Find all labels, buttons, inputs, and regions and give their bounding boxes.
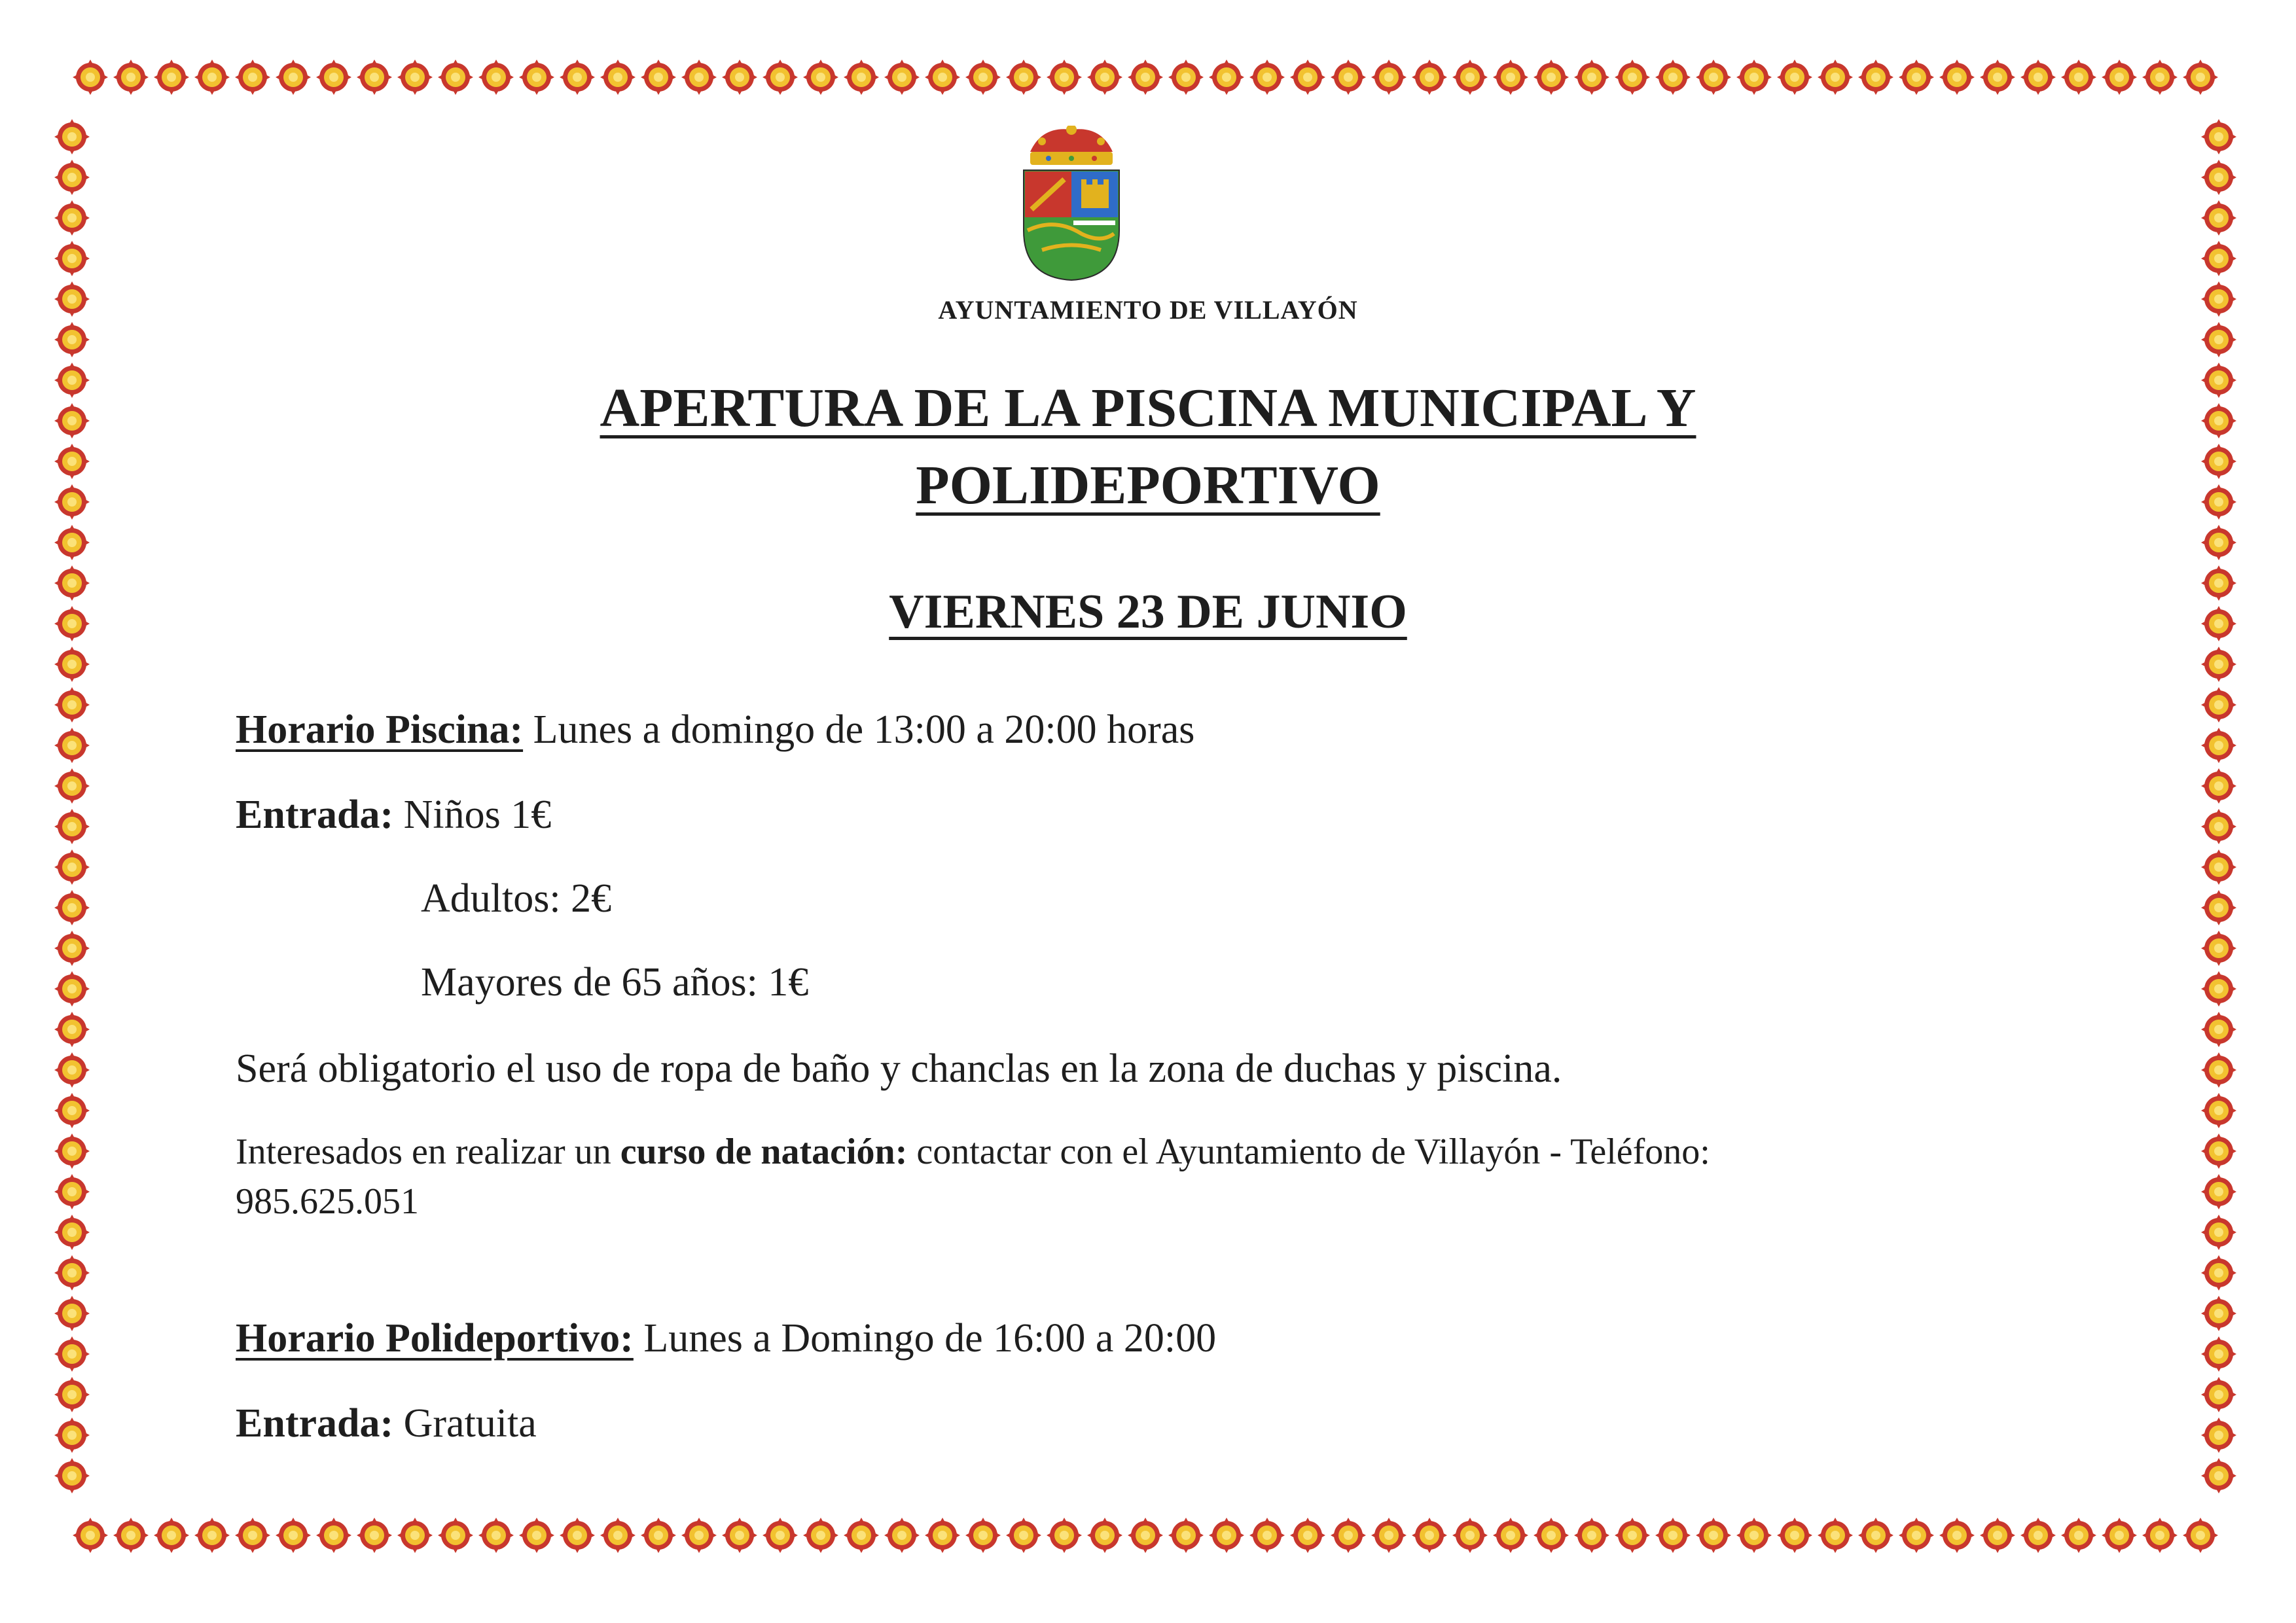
sun-ornament [1331, 60, 1366, 95]
sun-ornament [2183, 60, 2218, 95]
sun-ornament [54, 1458, 90, 1493]
pool-schedule-value: Lunes a domingo de 13:00 a 20:00 horas [523, 707, 1195, 752]
sun-ornament [2201, 200, 2236, 236]
sun-ornament [54, 119, 90, 154]
sun-ornament [1858, 60, 1893, 95]
sun-ornament [54, 687, 90, 722]
sun-ornament [2201, 809, 2236, 844]
sun-ornament [54, 241, 90, 276]
sun-ornament [154, 1518, 189, 1553]
sun-ornament [1371, 60, 1407, 95]
sun-ornament [1047, 1518, 1082, 1553]
sun-ornament [2201, 971, 2236, 1007]
pool-rule-text: Será obligatorio el uso de ropa de baño y chanclas en la zona de duchas y piscina. [236, 1046, 1562, 1091]
sun-ornament [357, 1518, 392, 1553]
organization-name: AYUNTAMIENTO DE VILLAYÓN [938, 295, 1358, 325]
sun-ornament [762, 1518, 798, 1553]
sun-ornament [2201, 1093, 2236, 1128]
swim-course-pre: Interesados en realizar un [236, 1132, 620, 1172]
sports-center-schedule-label: Horario Polideportivo: [236, 1316, 634, 1361]
sun-ornament [194, 1518, 230, 1553]
phone-number: 985.625.051 [236, 1181, 419, 1222]
sun-ornament [235, 1518, 270, 1553]
sun-ornament [397, 60, 433, 95]
sun-ornament [1331, 1518, 1366, 1553]
sports-center-entry-value: Gratuita [393, 1401, 537, 1446]
sun-ornament [1939, 60, 1975, 95]
sun-ornament [2201, 687, 2236, 722]
sun-ornament [722, 1518, 757, 1553]
sports-center-entry-line [236, 1400, 537, 1447]
sun-ornament [235, 60, 270, 95]
sun-ornament [54, 890, 90, 925]
sun-ornament [54, 1255, 90, 1291]
price-children: Niños 1€ [403, 793, 552, 837]
sun-ornament [722, 60, 757, 95]
sun-ornament [2201, 890, 2236, 925]
sun-ornament [1047, 60, 1082, 95]
sun-ornament [2201, 119, 2236, 154]
sun-ornament [316, 60, 351, 95]
sun-ornament [1209, 60, 1244, 95]
page-title [0, 370, 2296, 524]
sun-ornament [2201, 1133, 2236, 1169]
sun-ornament [1899, 60, 1934, 95]
sun-ornament [519, 1518, 554, 1553]
sun-ornament [884, 60, 920, 95]
sun-ornament [884, 1518, 920, 1553]
sun-ornament [2061, 1518, 2096, 1553]
sun-ornament [1939, 1518, 1975, 1553]
sun-ornament [1493, 60, 1528, 95]
sun-ornament [965, 1518, 1001, 1553]
sun-ornament [2201, 647, 2236, 682]
sun-ornament [73, 60, 108, 95]
sun-ornament [803, 60, 838, 95]
sports-center-schedule-line [236, 1315, 1216, 1362]
sports-center-schedule-value: Lunes a Domingo de 16:00 a 20:00 [633, 1316, 1217, 1361]
sun-ornament [925, 60, 960, 95]
sun-ornament [1696, 60, 1731, 95]
pool-entry-line [236, 792, 551, 838]
sun-ornament [316, 1518, 351, 1553]
sun-ornament [54, 1336, 90, 1372]
sun-ornament [438, 1518, 473, 1553]
sun-ornament [1412, 1518, 1447, 1553]
sun-ornament [1087, 60, 1122, 95]
sun-ornament [1128, 60, 1163, 95]
sun-ornament [2201, 728, 2236, 763]
sun-ornament [2020, 60, 2056, 95]
price-adults: Adultos: 2€ [421, 876, 612, 921]
sun-ornament [2201, 525, 2236, 560]
sun-ornament [2102, 1518, 2137, 1553]
sun-ornament [844, 60, 879, 95]
sun-ornament [113, 60, 149, 95]
sun-ornament [2201, 1377, 2236, 1412]
sun-ornament [2201, 322, 2236, 357]
sun-ornament [2201, 1296, 2236, 1331]
sun-ornament [1736, 1518, 1772, 1553]
sun-ornament [1534, 60, 1569, 95]
sun-ornament [276, 60, 311, 95]
sun-ornament [600, 60, 636, 95]
swim-course-post: contactar con el Ayuntamiento de Villayón - Teléfono: [907, 1132, 1710, 1172]
sun-ornament [54, 160, 90, 195]
sun-ornament [2020, 1518, 2056, 1553]
sun-ornament [1655, 60, 1691, 95]
decorative-border-bottom [52, 1516, 2238, 1555]
sun-ornament [519, 60, 554, 95]
sun-ornament [478, 60, 514, 95]
sun-ornament [641, 1518, 676, 1553]
pool-schedule-label: Horario Piscina: [236, 707, 524, 752]
sun-ornament [2061, 60, 2096, 95]
sun-ornament [1818, 1518, 1853, 1553]
sun-ornament [1452, 60, 1488, 95]
sun-ornament [1290, 60, 1325, 95]
sun-ornament [965, 60, 1001, 95]
swim-course-bold: curso de natación: [620, 1132, 908, 1172]
sun-ornament [1777, 1518, 1812, 1553]
sun-ornament [276, 1518, 311, 1553]
sun-ornament [54, 849, 90, 885]
sun-ornament [1777, 60, 1812, 95]
sun-ornament [54, 728, 90, 763]
sun-ornament [54, 1215, 90, 1250]
sun-ornament [73, 1518, 108, 1553]
sun-ornament [113, 1518, 149, 1553]
sun-ornament [803, 1518, 838, 1553]
sun-ornament [1736, 60, 1772, 95]
pool-entry-label: Entrada: [236, 793, 394, 837]
decorative-border-top [52, 58, 2238, 97]
sun-ornament [681, 1518, 717, 1553]
sun-ornament [1696, 1518, 1731, 1553]
sun-ornament [2102, 60, 2137, 95]
sun-ornament [1087, 1518, 1122, 1553]
sun-ornament [2201, 1012, 2236, 1047]
sun-ornament [54, 322, 90, 357]
sun-ornament [1452, 1518, 1488, 1553]
sun-ornament [2201, 1174, 2236, 1209]
sun-ornament [54, 809, 90, 844]
sun-ornament [2201, 849, 2236, 885]
sun-ornament [54, 1012, 90, 1047]
sun-ornament [54, 1377, 90, 1412]
opening-date [0, 584, 2296, 640]
sun-ornament [1371, 1518, 1407, 1553]
sun-ornament [1006, 1518, 1041, 1553]
sun-ornament [54, 1052, 90, 1088]
sun-ornament [54, 1133, 90, 1169]
sun-ornament [2142, 60, 2178, 95]
swim-course-line [236, 1127, 1710, 1226]
sun-ornament [560, 60, 595, 95]
sun-ornament [438, 60, 473, 95]
pool-schedule-line [236, 707, 1194, 753]
sun-ornament [2201, 1336, 2236, 1372]
sun-ornament [681, 60, 717, 95]
sun-ornament [560, 1518, 595, 1553]
sun-ornament [54, 931, 90, 966]
sun-ornament [54, 647, 90, 682]
sun-ornament [1249, 1518, 1285, 1553]
sun-ornament [641, 60, 676, 95]
price-seniors: Mayores de 65 años: 1€ [421, 960, 809, 1005]
sun-ornament [54, 1174, 90, 1209]
sun-ornament [844, 1518, 879, 1553]
sun-ornament [1534, 1518, 1569, 1553]
sun-ornament [54, 1418, 90, 1453]
sun-ornament [54, 200, 90, 236]
sun-ornament [1249, 60, 1285, 95]
sun-ornament [1493, 1518, 1528, 1553]
sun-ornament [2201, 768, 2236, 804]
sun-ornament [1980, 60, 2015, 95]
sun-ornament [1574, 1518, 1609, 1553]
sun-ornament [54, 1296, 90, 1331]
sun-ornament [2201, 1215, 2236, 1250]
sun-ornament [2183, 1518, 2218, 1553]
sun-ornament [2201, 1052, 2236, 1088]
sun-ornament [1168, 60, 1204, 95]
sun-ornament [1899, 1518, 1934, 1553]
sun-ornament [1412, 60, 1447, 95]
sports-center-entry-label: Entrada: [236, 1401, 394, 1446]
sun-ornament [1980, 1518, 2015, 1553]
sun-ornament [1818, 60, 1853, 95]
sun-ornament [194, 60, 230, 95]
sun-ornament [762, 60, 798, 95]
title-line-1: APERTURA DE LA PISCINA MUNICIPAL Y [600, 378, 1696, 438]
sun-ornament [397, 1518, 433, 1553]
sun-ornament [2201, 241, 2236, 276]
coat-of-arms-logo [1016, 126, 1127, 283]
sun-ornament [1615, 60, 1650, 95]
sun-ornament [1128, 1518, 1163, 1553]
sun-ornament [600, 1518, 636, 1553]
sun-ornament [2142, 1518, 2178, 1553]
sun-ornament [2201, 1418, 2236, 1453]
sun-ornament [478, 1518, 514, 1553]
sun-ornament [54, 971, 90, 1007]
opening-date-text: VIERNES 23 DE JUNIO [889, 585, 1407, 639]
sun-ornament [1168, 1518, 1204, 1553]
sun-ornament [925, 1518, 960, 1553]
title-line-2: POLIDEPORTIVO [916, 455, 1380, 516]
sun-ornament [1858, 1518, 1893, 1553]
sun-ornament [1655, 1518, 1691, 1553]
sun-ornament [1615, 1518, 1650, 1553]
sun-ornament [2201, 931, 2236, 966]
sun-ornament [1006, 60, 1041, 95]
sun-ornament [2201, 1458, 2236, 1493]
sun-ornament [1209, 1518, 1244, 1553]
sun-ornament [154, 60, 189, 95]
sun-ornament [54, 525, 90, 560]
sun-ornament [357, 60, 392, 95]
sun-ornament [54, 1093, 90, 1128]
sun-ornament [54, 768, 90, 804]
sun-ornament [2201, 160, 2236, 195]
sun-ornament [1290, 1518, 1325, 1553]
sun-ornament [2201, 1255, 2236, 1291]
sun-ornament [1574, 60, 1609, 95]
